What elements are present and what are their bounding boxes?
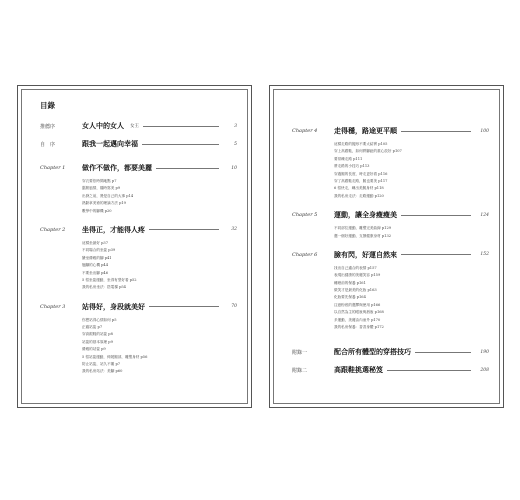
leader-line bbox=[401, 254, 471, 255]
entry-label: 自 序 bbox=[40, 141, 56, 148]
chapter-block bbox=[40, 163, 237, 215]
subsection-item[interactable]: 優雅的站姿 p9 bbox=[82, 347, 106, 352]
subsection-item[interactable]: 我的私房坐法：搭電梯 p54 bbox=[82, 285, 126, 290]
chapter-subsections bbox=[82, 178, 237, 215]
page-number: 10 bbox=[231, 165, 237, 171]
subsection-item[interactable]: 睡眠前的保養 p161 bbox=[334, 280, 366, 285]
chapter-subsections bbox=[334, 265, 489, 332]
subsection-item[interactable]: 我的私房保養：香香身體 p172 bbox=[334, 325, 384, 330]
chapter-subsections bbox=[82, 240, 237, 292]
entry-title: 走得穩，路途更平順 bbox=[334, 126, 397, 135]
subsection-item[interactable]: 5 招站姿運動，伸展腿部，雕塑身材 p56 bbox=[82, 354, 148, 359]
subsection-item[interactable]: 熟齡拿美術的理論方法 p19 bbox=[82, 201, 126, 206]
page-number: 190 bbox=[480, 349, 489, 355]
page-number: 3 bbox=[234, 123, 237, 129]
entry-label: Chapter 4 bbox=[292, 128, 318, 134]
subsection-item[interactable]: 化妝要先保養 p164 bbox=[334, 295, 366, 300]
leader-line bbox=[415, 352, 471, 353]
entry-label: Chapter 1 bbox=[40, 165, 66, 171]
entry-label: 附錄一 bbox=[292, 349, 308, 356]
chapter-block bbox=[40, 225, 237, 292]
subsection-item[interactable]: 蠻坐優雅的腳 p41 bbox=[82, 255, 112, 260]
chapter-block bbox=[292, 210, 489, 240]
chapter-subsections bbox=[334, 225, 489, 240]
entry-label: 推薦序 bbox=[40, 123, 56, 130]
entry-label: Chapter 6 bbox=[292, 251, 318, 258]
subsection-item[interactable]: 以自然為主的眼妝與唇妝 p168 bbox=[334, 310, 384, 315]
entry-title: 臉有閃，好運自然來 bbox=[334, 249, 397, 259]
leader-line bbox=[143, 126, 219, 127]
left-page bbox=[17, 85, 252, 408]
subsection-item[interactable]: 站姿的基本原理 p9 bbox=[82, 339, 113, 344]
appendix-list bbox=[292, 347, 489, 375]
right-chapter-list bbox=[292, 126, 489, 331]
chapter-block bbox=[292, 250, 489, 332]
entry-label: 附錄二 bbox=[292, 367, 308, 374]
subsection-item[interactable]: 不同部位運動，雕塑完美曲線 p129 bbox=[334, 226, 392, 231]
leader-line bbox=[156, 168, 219, 169]
entry-title: 高跟鞋挑選秘笈 bbox=[334, 365, 383, 375]
subsection-item[interactable]: 我的私房站法：美腳 p60 bbox=[82, 369, 123, 374]
leader-line bbox=[401, 131, 471, 132]
entry-tag: 女王 bbox=[130, 124, 139, 129]
subsection-item[interactable]: 穿了高跟鞋走路，腿也要美 p117 bbox=[334, 178, 388, 183]
leader-line bbox=[149, 306, 219, 307]
subsection-item[interactable]: 注意粉底的選擇與使用 p166 bbox=[334, 302, 381, 307]
subsection-item[interactable]: 不要坐出腳 p46 bbox=[82, 270, 108, 275]
toc-heading: 目錄 bbox=[40, 101, 55, 110]
page-number: 32 bbox=[231, 227, 237, 233]
page-number: 100 bbox=[480, 128, 489, 134]
subsection-item[interactable]: 穿過腿的長度，時走更好看 p116 bbox=[334, 171, 388, 176]
preface-entry[interactable] bbox=[40, 121, 237, 131]
subsection-item[interactable]: 要常練走路 p111 bbox=[334, 156, 363, 161]
subsection-item[interactable]: 5 招坐姿運動，坐得有型好看 p52 bbox=[82, 277, 137, 282]
subsection-item[interactable]: 正確站姿 p7 bbox=[82, 325, 103, 330]
appendix-entry[interactable] bbox=[292, 347, 489, 357]
chapter-block bbox=[40, 302, 237, 376]
subsection-item[interactable]: 腦筋風情，隨時寫美 p9 bbox=[82, 186, 121, 191]
appendix-entry[interactable] bbox=[292, 365, 489, 375]
subsection-item[interactable]: 找出自己適合的表情 p157 bbox=[334, 265, 377, 270]
preface-entry[interactable] bbox=[40, 139, 237, 149]
subsection-item[interactable]: 穿上高跟鞋，如何將腳趾的重心放好 p107 bbox=[334, 149, 402, 154]
right-page bbox=[269, 85, 504, 408]
entry-title: 做作不做作，都要美麗 bbox=[82, 163, 152, 172]
subsection-item[interactable]: 這樣坐最好 p37 bbox=[82, 240, 108, 245]
subsection-item[interactable]: 我的私房走法：走路運動 p120 bbox=[334, 193, 384, 198]
subsection-item[interactable]: 穿高跟鞋的站姿 p8 bbox=[82, 332, 113, 337]
right-page-content bbox=[292, 126, 489, 383]
entry-title: 配合所有體型的穿搭技巧 bbox=[334, 347, 411, 357]
entry-label: Chapter 3 bbox=[40, 303, 66, 310]
subsection-item[interactable]: 穿衣要依時間地點 p7 bbox=[82, 179, 117, 183]
entry-title: 女人中的女人 bbox=[82, 121, 124, 130]
subsection-item[interactable]: 多運動，美麗由內而外 p170 bbox=[334, 317, 381, 322]
leader-line bbox=[149, 229, 219, 230]
chapter-subsections bbox=[334, 141, 489, 200]
entry-title: 跟我一起邁向幸福 bbox=[82, 139, 138, 148]
subsection-item[interactable]: 出發之前，燙是自己的大事 p14 bbox=[82, 193, 134, 198]
entry-title: 站得好，身段就美好 bbox=[82, 301, 145, 311]
chapter-heading[interactable] bbox=[292, 126, 489, 136]
page-number: 124 bbox=[480, 212, 489, 218]
page-number: 208 bbox=[480, 367, 489, 373]
subsection-item[interactable]: 數學中的腳機 p20 bbox=[82, 208, 112, 213]
page-number: 70 bbox=[231, 304, 237, 310]
leader-line bbox=[142, 144, 219, 145]
page-number: 152 bbox=[480, 252, 489, 258]
entry-label: Chapter 5 bbox=[292, 212, 318, 219]
entry-label: Chapter 2 bbox=[40, 226, 66, 233]
subsection-item[interactable]: 表現出健康的美麗笑容 p159 bbox=[334, 273, 381, 278]
left-page-content bbox=[40, 100, 237, 376]
entry-title: 坐得正，才能得人疼 bbox=[82, 224, 145, 234]
subsection-item[interactable]: 選一個好運動，支撐健康身材 p132 bbox=[334, 233, 392, 238]
chapter-heading[interactable] bbox=[40, 225, 237, 235]
chapter-heading[interactable] bbox=[40, 302, 237, 312]
chapter-heading[interactable] bbox=[292, 210, 489, 220]
subsection-item[interactable]: 將走路的小技巧 p113 bbox=[334, 164, 370, 169]
chapter-heading[interactable] bbox=[40, 163, 237, 173]
subsection-item[interactable]: 防止站姿，站久不累 p7 bbox=[82, 362, 121, 367]
leader-line bbox=[387, 370, 471, 371]
subsection-item[interactable]: 微笑才是最美的化妝 p163 bbox=[334, 288, 377, 293]
chapter-block bbox=[292, 126, 489, 200]
chapter-heading[interactable] bbox=[292, 250, 489, 260]
subsection-item[interactable]: 你想站得心情如何 p5 bbox=[82, 317, 117, 322]
subsection-item[interactable]: 這樣走路的腿形不要太結實 p105 bbox=[334, 142, 388, 146]
subsection-item[interactable]: 6 招快走，練出美腿身材 p118 bbox=[334, 186, 384, 191]
left-chapter-list bbox=[40, 163, 237, 376]
entry-title: 運動，讓全身瘦瘦美 bbox=[334, 210, 397, 220]
page-number: 5 bbox=[234, 141, 237, 147]
subsection-item[interactable]: 不同場合的坐姿 p39 bbox=[82, 248, 116, 253]
preface-list bbox=[40, 121, 237, 149]
subsection-item[interactable]: 翹腳的心機 p44 bbox=[82, 263, 108, 268]
chapter-subsections bbox=[82, 317, 237, 376]
leader-line bbox=[401, 215, 471, 216]
